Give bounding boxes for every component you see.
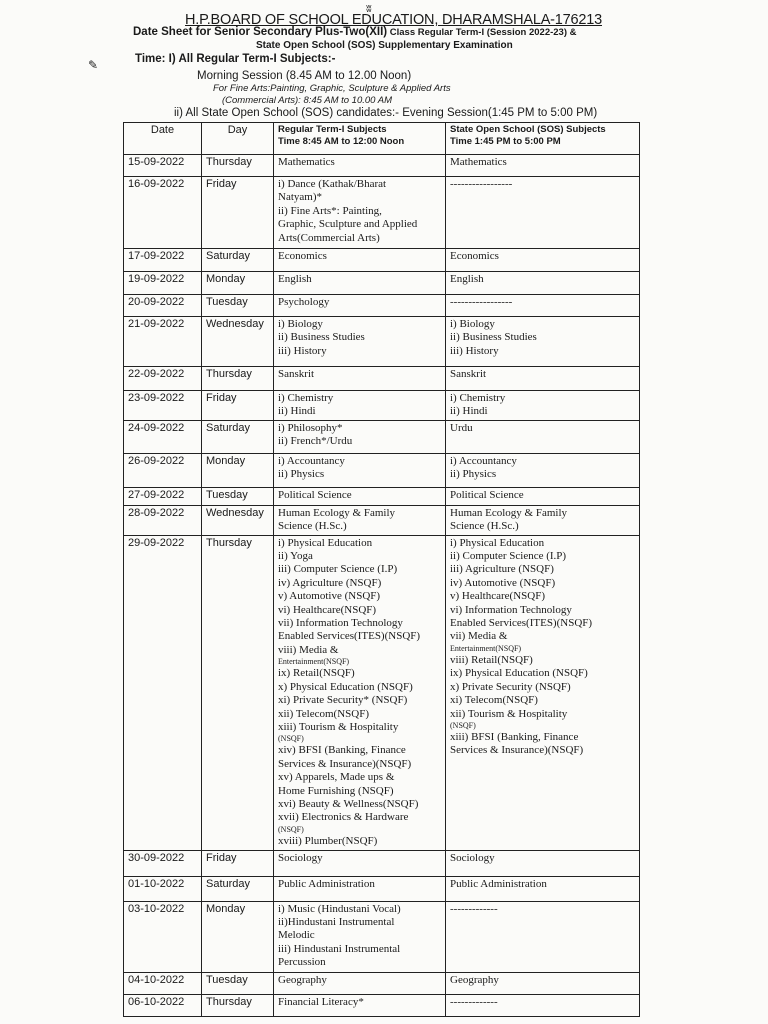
exam-day: Tuesday: [202, 295, 274, 317]
header-regular: [274, 123, 446, 155]
subject-line: v) Healthcare(NSQF): [450, 590, 545, 603]
title-tail: Class Regular Term-I (Session 2022-23) &: [387, 27, 577, 38]
exam-day: Monday: [202, 901, 274, 972]
exam-day: Tuesday: [202, 972, 274, 994]
subject-line: Sociology: [278, 851, 323, 864]
sos-subjects: [446, 391, 640, 421]
exam-day: Monday: [202, 453, 274, 487]
exam-day: Saturday: [202, 249, 274, 272]
time-heading: Time: I) All Regular Term-I Subjects:-: [135, 53, 336, 65]
sos-subjects: [446, 850, 640, 876]
subject-line: Political Science: [450, 488, 524, 501]
subject-line: xv) Apparels, Made ups &: [278, 771, 395, 784]
regular-subjects: [274, 453, 446, 487]
sos-subjects: [446, 505, 640, 535]
subject-line: Services & Insurance)(NSQF): [278, 757, 412, 770]
regular-subjects: [274, 994, 446, 1016]
sos-subjects: [446, 272, 640, 295]
subject-line: Economics: [450, 250, 499, 262]
subject-line: Economics: [278, 250, 327, 262]
subject-line: -----------------: [450, 178, 513, 190]
subject-line: (NSQF): [278, 734, 304, 744]
exam-day: Monday: [202, 272, 274, 295]
subject-line: English: [450, 273, 484, 285]
exam-date: 04-10-2022: [124, 972, 202, 994]
subject-line: iii) History: [278, 344, 327, 357]
sos-subjects: [446, 876, 640, 901]
table-row: [124, 487, 640, 505]
subject-line: Sociology: [450, 851, 495, 864]
subject-line: Sanskrit: [278, 368, 315, 380]
subject-line: x) Physical Education (NSQF): [278, 680, 413, 693]
table-row: [124, 177, 640, 249]
exam-date: 06-10-2022: [124, 994, 202, 1016]
exam-day: Saturday: [202, 876, 274, 901]
subject-line: xiii) BFSI (Banking, Finance: [450, 730, 579, 743]
subject-line: vii) Media &: [450, 630, 508, 643]
subject-line: iv) Agriculture (NSQF): [278, 576, 382, 589]
sos-subjects: [446, 249, 640, 272]
header-sos-line: Time 1:45 PM to 5:00 PM: [450, 136, 561, 147]
table-header-row: [124, 123, 640, 155]
subject-line: Human Ecology & Family: [450, 506, 568, 519]
subject-line: ii)Hindustani Instrumental: [278, 916, 395, 929]
subject-line: iii) Computer Science (I.P): [278, 563, 398, 576]
exam-date: 15-09-2022: [124, 155, 202, 177]
subject-line: Public Administration: [278, 877, 375, 890]
subject-line: Urdu: [450, 421, 473, 434]
subject-line: Mathematics: [450, 156, 507, 168]
exam-day: Wednesday: [202, 505, 274, 535]
header-sos-line: State Open School (SOS) Subjects: [450, 124, 606, 135]
subject-line: xi) Private Security* (NSQF): [278, 694, 408, 707]
title-line-2: State Open School (SOS) Supplementary Examination: [256, 40, 513, 51]
table-row: [124, 317, 640, 367]
sos-subjects: [446, 535, 640, 850]
table-row: [124, 367, 640, 391]
sos-subjects: [446, 367, 640, 391]
regular-subjects: [274, 249, 446, 272]
regular-subjects: [274, 317, 446, 367]
regular-subjects: [274, 391, 446, 421]
table-row: [124, 994, 640, 1016]
exam-day: Friday: [202, 177, 274, 249]
table-row: [124, 876, 640, 901]
subject-line: Science (H.Sc.): [450, 520, 519, 533]
table-row: [124, 535, 640, 850]
exam-day: Thursday: [202, 367, 274, 391]
exam-day: Wednesday: [202, 317, 274, 367]
subject-line: Natyam)*: [278, 191, 322, 204]
exam-date: 24-09-2022: [124, 420, 202, 453]
sos-subjects: [446, 901, 640, 972]
subject-line: Enabled Services(ITES)(NSQF): [450, 617, 593, 630]
date-sheet-title: [133, 26, 577, 38]
subject-line: ii) Hindi: [450, 405, 488, 418]
exam-date: 29-09-2022: [124, 535, 202, 850]
table-row: [124, 901, 640, 972]
subject-line: Entertainment(NSQF): [278, 657, 350, 667]
regular-subjects: [274, 272, 446, 295]
subject-line: Public Administration: [450, 877, 547, 890]
subject-line: vi) Information Technology: [450, 603, 572, 616]
subject-line: xi) Telecom(NSQF): [450, 694, 538, 707]
subject-line: i) Biology: [450, 318, 495, 330]
table-row: [124, 249, 640, 272]
subject-line: ix) Physical Education (NSQF): [450, 667, 588, 680]
subject-line: xvi) Beauty & Wellness(NSQF): [278, 797, 419, 810]
regular-subjects: [274, 177, 446, 249]
regular-subjects: [274, 850, 446, 876]
subject-line: ii) Computer Science (I.P): [450, 550, 567, 563]
subject-line: i) Chemistry: [278, 392, 334, 404]
subject-line: iii) History: [450, 344, 499, 357]
header-sos: [446, 123, 640, 155]
table-row: [124, 295, 640, 317]
sos-subjects: [446, 420, 640, 453]
table-row: [124, 420, 640, 453]
subject-line: iv) Automotive (NSQF): [450, 576, 556, 589]
board-name: H.P.BOARD OF SCHOOL EDUCATION, DHARAMSHALA-176213: [185, 12, 602, 28]
sos-subjects: [446, 453, 640, 487]
subject-line: (NSQF): [278, 824, 304, 834]
subject-line: i) Music (Hindustani Vocal): [278, 902, 401, 915]
regular-subjects: [274, 876, 446, 901]
subject-line: xviii) Plumber(NSQF): [278, 834, 378, 847]
subject-line: xii) Tourism & Hospitality: [450, 707, 568, 720]
commercial-arts-note: (Commercial Arts): 8:45 AM to 10.00 AM: [222, 95, 392, 106]
subject-line: Human Ecology & Family: [278, 506, 396, 519]
subject-line: ii) French*/Urdu: [278, 435, 353, 448]
morning-session: Morning Session (8.45 AM to 12.00 Noon): [197, 70, 412, 82]
subject-line: ii) Physics: [278, 468, 325, 481]
pen-mark-icon: ✎: [88, 58, 99, 72]
exam-date: 23-09-2022: [124, 391, 202, 421]
table-row: [124, 972, 640, 994]
subject-line: iii) Hindustani Instrumental: [278, 942, 401, 955]
subject-line: Services & Insurance)(NSQF): [450, 744, 584, 757]
subject-line: i) Biology: [278, 318, 323, 330]
exam-date: 03-10-2022: [124, 901, 202, 972]
sos-subjects: [446, 972, 640, 994]
regular-subjects: [274, 367, 446, 391]
exam-date: 28-09-2022: [124, 505, 202, 535]
sos-subjects: [446, 994, 640, 1016]
exam-day: Thursday: [202, 535, 274, 850]
regular-subjects: [274, 420, 446, 453]
exam-day: Thursday: [202, 155, 274, 177]
subject-line: Political Science: [278, 488, 352, 501]
subject-line: i) Physical Education: [450, 536, 545, 549]
subject-line: xii) Telecom(NSQF): [278, 707, 369, 720]
table-row: [124, 850, 640, 876]
title-main: Date Sheet for Senior Secondary Plus-Two(XII): [133, 26, 388, 38]
subject-line: ii) Yoga: [278, 550, 313, 563]
subject-line: i) Dance (Kathak/Bharat: [278, 178, 387, 190]
subject-line: Melodic: [278, 929, 315, 942]
subject-line: Geography: [450, 973, 499, 986]
subject-line: Financial Literacy*: [278, 995, 364, 1008]
subject-line: ii) Fine Arts*: Painting,: [278, 204, 382, 217]
exam-date: 27-09-2022: [124, 487, 202, 505]
sos-subjects: [446, 487, 640, 505]
fine-arts-note: For Fine Arts:Painting, Graphic, Sculpture & Applied Arts: [213, 83, 451, 94]
subject-line: i) Philosophy*: [278, 421, 343, 434]
exam-day: Friday: [202, 391, 274, 421]
subject-line: -------------: [450, 995, 498, 1008]
table-row: [124, 155, 640, 177]
regular-subjects: [274, 505, 446, 535]
exam-day: Saturday: [202, 420, 274, 453]
regular-subjects: [274, 487, 446, 505]
subject-line: viii) Retail(NSQF): [450, 653, 533, 666]
exam-day: Thursday: [202, 994, 274, 1016]
regular-subjects: [274, 535, 446, 850]
exam-date: 21-09-2022: [124, 317, 202, 367]
subject-line: ii) Physics: [450, 468, 497, 481]
subject-line: Home Furnishing (NSQF): [278, 784, 394, 797]
date-sheet-table: [123, 122, 640, 1017]
sos-subjects: [446, 155, 640, 177]
subject-line: i) Accountancy: [450, 454, 517, 467]
subject-line: iii) Agriculture (NSQF): [450, 563, 554, 576]
subject-line: Arts(Commercial Arts): [278, 231, 380, 244]
exam-date: 26-09-2022: [124, 453, 202, 487]
subject-line: Entertainment(NSQF): [450, 643, 522, 653]
subject-line: xiii) Tourism & Hospitality: [278, 720, 399, 733]
sos-subjects: [446, 317, 640, 367]
exam-date: 30-09-2022: [124, 850, 202, 876]
subject-line: ii) Hindi: [278, 405, 316, 418]
header-day: Day: [202, 123, 274, 155]
subject-line: ii) Business Studies: [450, 331, 537, 344]
exam-day: Tuesday: [202, 487, 274, 505]
subject-line: xvii) Electronics & Hardware: [278, 811, 409, 824]
regular-subjects: [274, 972, 446, 994]
subject-line: Graphic, Sculpture and Applied: [278, 218, 418, 231]
exam-date: 19-09-2022: [124, 272, 202, 295]
regular-subjects: [274, 295, 446, 317]
subject-line: vii) Information Technology: [278, 617, 403, 630]
subject-line: (NSQF): [450, 720, 476, 730]
subject-line: Sanskrit: [450, 368, 487, 380]
document-header: [0, 0, 768, 125]
subject-line: i) Chemistry: [450, 392, 506, 404]
sos-session-note: ii) All State Open School (SOS) candidates:- Evening Session(1:45 PM to 5:00 PM): [174, 107, 598, 119]
subject-line: ix) Retail(NSQF): [278, 667, 355, 680]
subject-line: Science (H.Sc.): [278, 520, 347, 533]
table-row: [124, 505, 640, 535]
subject-line: vi) Healthcare(NSQF): [278, 603, 377, 616]
regular-subjects: [274, 155, 446, 177]
subject-line: Enabled Services(ITES)(NSQF): [278, 630, 421, 643]
subject-line: ii) Business Studies: [278, 331, 365, 344]
exam-date: 20-09-2022: [124, 295, 202, 317]
subject-line: x) Private Security (NSQF): [450, 680, 571, 693]
board-logo-icon: ʬ: [366, 2, 372, 15]
exam-date: 17-09-2022: [124, 249, 202, 272]
subject-line: i) Accountancy: [278, 454, 345, 467]
subject-line: Mathematics: [278, 156, 335, 168]
subject-line: Geography: [278, 973, 327, 986]
subject-line: v) Automotive (NSQF): [278, 590, 381, 603]
subject-line: Psychology: [278, 296, 330, 308]
table-row: [124, 453, 640, 487]
regular-subjects: [274, 901, 446, 972]
subject-line: xiv) BFSI (Banking, Finance: [278, 744, 406, 757]
exam-date: 01-10-2022: [124, 876, 202, 901]
subject-line: viii) Media &: [278, 643, 339, 656]
table-row: [124, 272, 640, 295]
header-regular-line: Time 8:45 AM to 12:00 Noon: [278, 136, 405, 147]
exam-day: Friday: [202, 850, 274, 876]
header-regular-line: Regular Term-I Subjects: [278, 124, 387, 135]
sos-subjects: [446, 177, 640, 249]
exam-date: 16-09-2022: [124, 177, 202, 249]
subject-line: -----------------: [450, 296, 513, 308]
header-date: Date: [124, 123, 202, 155]
subject-line: -------------: [450, 902, 498, 915]
sos-subjects: [446, 295, 640, 317]
subject-line: Percussion: [278, 956, 326, 969]
subject-line: English: [278, 273, 312, 285]
subject-line: i) Physical Education: [278, 536, 373, 549]
table-row: [124, 391, 640, 421]
exam-date: 22-09-2022: [124, 367, 202, 391]
